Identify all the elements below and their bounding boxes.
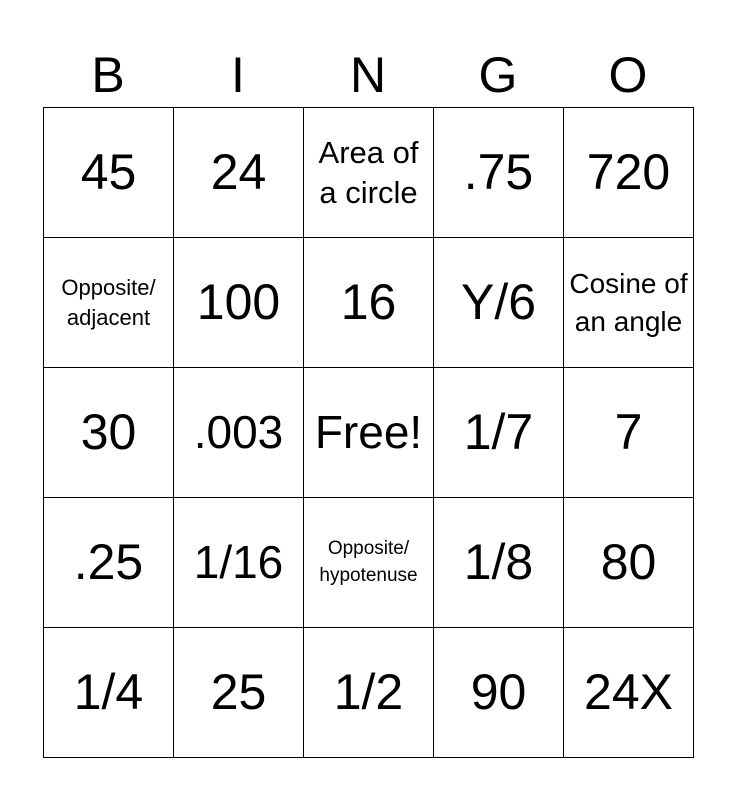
header-letter-i: I [231,47,245,103]
bingo-cell-r2-c4[interactable] [434,238,564,368]
header-letter-b: B [91,47,125,103]
bingo-cell-r4-c3[interactable] [304,498,434,628]
bingo-cell-r4-c2[interactable] [174,498,304,628]
bingo-cell-r1-c3[interactable] [304,108,434,238]
bingo-cell-r5-c4[interactable] [434,628,564,758]
bingo-cell-r2-c5[interactable] [564,238,694,368]
cell-text: Y/6 [460,274,537,330]
cell-text: 1/2 [333,664,404,720]
cell-text: .25 [73,534,144,590]
bingo-cell-r5-c2[interactable] [174,628,304,758]
bingo-cell-r1-c4[interactable] [434,108,564,238]
bingo-cell-r3-c2[interactable] [174,368,304,498]
bingo-cell-r4-c4[interactable] [434,498,564,628]
cell-text: 100 [196,274,281,330]
header-letter-g: G [478,47,518,103]
bingo-cell-r3-c1[interactable] [44,368,174,498]
bingo-cell-r4-c1[interactable] [44,498,174,628]
bingo-cell-r1-c5[interactable] [564,108,694,238]
cell-text: .75 [463,144,534,200]
bingo-cell-r2-c2[interactable] [174,238,304,368]
cell-text: 25 [210,664,267,720]
cell-text: Opposite/ hypotenuse [319,537,418,586]
cell-text: 24 [210,144,267,200]
cell-text: 1/16 [193,536,284,589]
cell-text: 16 [340,274,397,330]
bingo-cell-r5-c1[interactable] [44,628,174,758]
cell-text: Cosine of an angle [569,267,688,337]
cell-text: 45 [80,144,137,200]
cell-text: 1/4 [73,664,144,720]
cell-text: Opposite/ adjacent [61,274,156,330]
bingo-header [43,44,693,106]
header-letter-o: O [608,47,648,103]
bingo-cell-r2-c1[interactable] [44,238,174,368]
bingo-cell-r3-c5[interactable] [564,368,694,498]
free-space-text: Free! [314,406,423,459]
cell-text: 720 [586,144,671,200]
header-letter-n: N [349,47,387,103]
bingo-cell-r5-c5[interactable] [564,628,694,758]
bingo-cell-r5-c3[interactable] [304,628,434,758]
cell-text: 7 [614,404,643,460]
bingo-cell-r4-c5[interactable] [564,498,694,628]
cell-text: .003 [193,406,284,459]
bingo-cell-r2-c3[interactable] [304,238,434,368]
cell-text: 1/7 [463,404,534,460]
cell-text: 30 [80,404,137,460]
bingo-cell-r1-c1[interactable] [44,108,174,238]
bingo-cell-r3-c4[interactable] [434,368,564,498]
cell-text: 90 [470,664,527,720]
bingo-cell-r1-c2[interactable] [174,108,304,238]
cell-text: 24X [584,664,673,720]
bingo-grid [43,107,694,758]
cell-text: 80 [600,534,657,590]
bingo-cell-free[interactable] [304,368,434,498]
cell-text: Area of a circle [318,134,419,210]
cell-text: 1/8 [463,534,534,590]
